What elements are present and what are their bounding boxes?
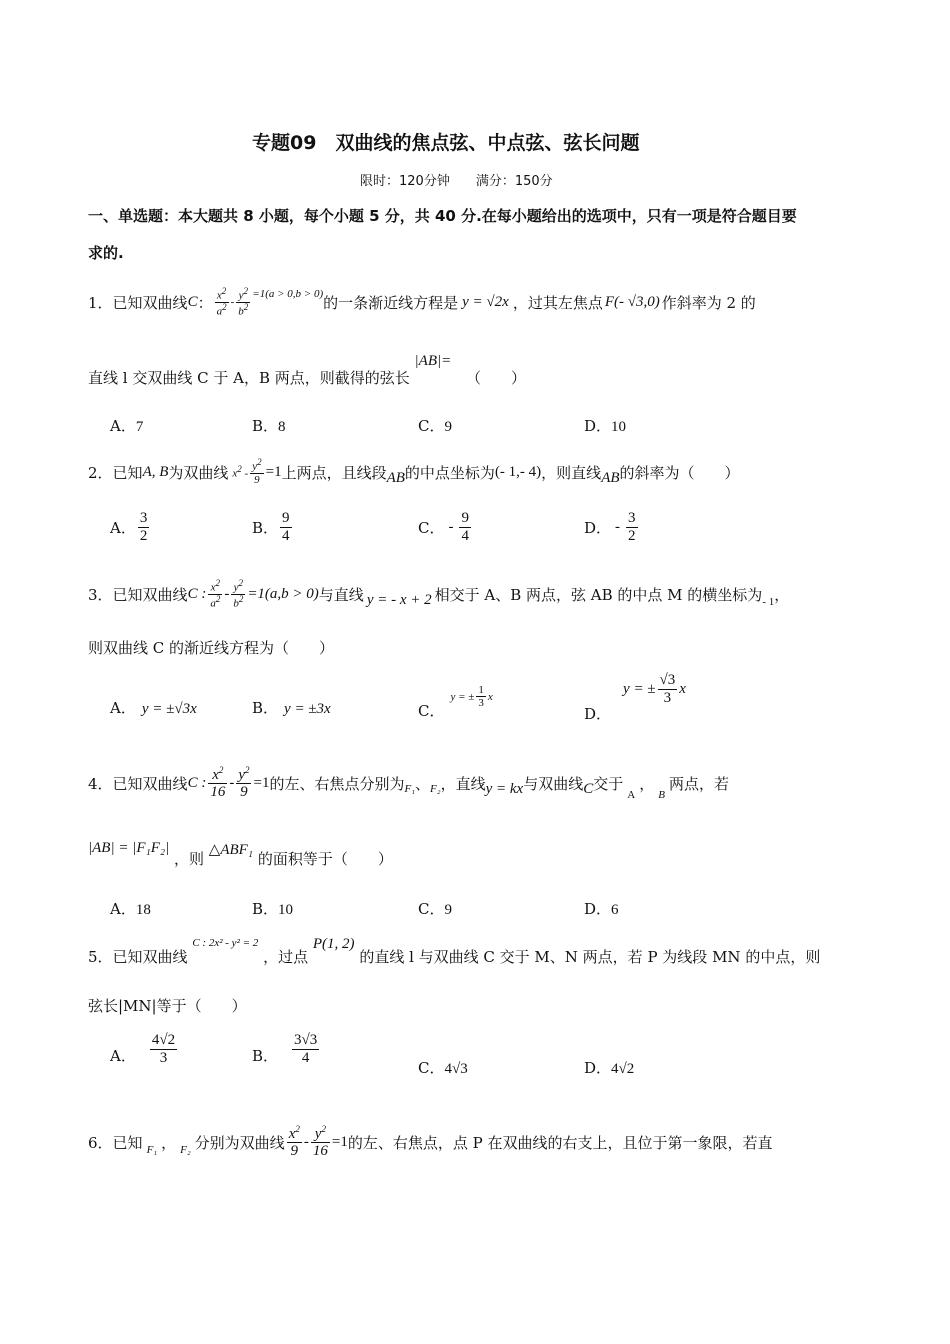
math-value: - 1: [762, 596, 775, 608]
math-line: y = kx: [485, 780, 524, 797]
question-5-line2: 弦长|MN|等于（ ）: [88, 997, 247, 1015]
option-c[interactable]: C．4√3: [418, 1059, 468, 1077]
question-text: （ ）: [466, 369, 527, 387]
math-x2: $x^2$ -: [232, 464, 249, 480]
question-text: ，则: [173, 850, 204, 868]
option-a[interactable]: A． y = ±√3x: [110, 699, 197, 717]
question-text: 的面积等于（ ）: [257, 850, 393, 868]
option-b[interactable]: B． y = ±3x: [252, 699, 331, 717]
option-a[interactable]: A． $\frac{3}{2}$: [110, 510, 148, 544]
math-equals: =1: [331, 1133, 348, 1150]
question-number: 3．: [88, 585, 113, 604]
math-equals: =1: [253, 774, 270, 791]
math-point-b: B: [658, 789, 665, 801]
question-text: 已知: [112, 463, 143, 482]
math-operator: -: [224, 585, 230, 602]
question-text: 交于: [593, 774, 624, 793]
math-segment: AB: [601, 469, 620, 486]
math-point-a: A: [627, 789, 636, 801]
question-text: 两点，若: [668, 774, 729, 793]
math-points: A, B: [142, 463, 169, 480]
math-fraction: $\frac{x^2}{9}$: [288, 1123, 300, 1159]
question-text: 已知双曲线: [112, 585, 188, 604]
question-5-line1: [88, 930, 820, 970]
question-number: 4．: [88, 774, 113, 793]
math-chord: |AB|=: [414, 353, 452, 369]
math-f1: F₁: [146, 1144, 158, 1156]
option-b[interactable]: B． $\frac{9}{4}$: [252, 510, 290, 544]
question-text: 已知双曲线: [112, 948, 188, 966]
page-subtitle: 限时：120分钟 满分：150分: [360, 174, 553, 189]
question-3-line2: 则双曲线 C 的渐近线方程为（ ）: [88, 639, 335, 657]
question-text: 已知: [112, 1133, 143, 1152]
option-a[interactable]: A．7: [110, 417, 144, 435]
math-triangle: △ABF₁: [208, 842, 254, 858]
question-text: ，过其左焦点: [512, 293, 603, 312]
math-midpoint: (- 1,- 4): [494, 463, 542, 480]
option-b[interactable]: B．10: [252, 900, 294, 918]
question-1-line2: [88, 345, 526, 385]
math-fraction: $\frac{y^2}{b^2}$: [238, 285, 249, 318]
math-operator: -: [303, 1133, 309, 1150]
question-text: ，则直线: [541, 463, 602, 482]
option-b[interactable]: B． $\frac{3√3}{4}$: [252, 1032, 318, 1066]
question-text: ，: [774, 585, 790, 604]
math-operator: -: [229, 774, 235, 791]
question-number: 5．: [88, 948, 113, 966]
option-d[interactable]: D． y = ± $\frac{√3}{3}$ x: [584, 672, 686, 723]
option-b[interactable]: B．8: [252, 417, 286, 435]
question-text: 分别为双曲线: [194, 1133, 285, 1152]
option-d[interactable]: D．4√2: [584, 1059, 635, 1077]
math-condition: =1(a > 0,b > 0): [252, 288, 324, 300]
math-f2: F₂: [430, 783, 441, 795]
math-point: P(1, 2): [312, 936, 355, 952]
math-asymptote: y = √2x: [462, 293, 509, 310]
question-number: 1．: [88, 293, 113, 312]
page-title: 专题09 双曲线的焦点弦、中点弦、弦长问题: [252, 132, 640, 154]
question-4-line1: [88, 758, 729, 808]
question-6-line1: [88, 1118, 772, 1166]
math-operator: -: [230, 296, 235, 308]
option-a[interactable]: A．18: [110, 900, 151, 918]
math-condition: =1(a,b > 0): [247, 585, 319, 602]
math-focus: F(- √3,0): [604, 293, 660, 310]
math-fraction: $\frac{x^2}{a^2}$: [216, 285, 227, 318]
option-c[interactable]: C． - $\frac{9}{4}$: [418, 510, 469, 544]
option-c[interactable]: C．9: [418, 900, 452, 918]
math-fraction: $\frac{y^2}{b^2}$: [233, 577, 244, 610]
question-3-line1: [88, 572, 789, 616]
math-variable: C: [187, 293, 198, 310]
question-text: ，过点: [263, 948, 309, 966]
question-text: 已知双曲线: [112, 293, 188, 312]
question-text: 为双曲线: [168, 463, 229, 482]
question-text: 与直线: [318, 585, 364, 604]
question-text: 与双曲线: [523, 774, 584, 793]
math-curve: C : 2x² - y² = 2: [192, 937, 259, 949]
option-d[interactable]: D．10: [584, 417, 627, 435]
math-fraction: $\frac{x^2}{16}$: [210, 764, 226, 800]
question-text: ，: [161, 1133, 177, 1152]
question-1-line1: [88, 282, 756, 322]
question-text: 的中点坐标为: [404, 463, 495, 482]
question-number: 2．: [88, 463, 113, 482]
question-text: 相交于 A、B 两点，弦 AB 的中点 M 的横坐标为: [434, 585, 763, 604]
question-text: 的左、右焦点，点 P 在双曲线的右支上，且位于第一象限，若直: [347, 1133, 773, 1152]
question-text: ，直线: [440, 774, 486, 793]
section-header-line2: 求的.: [88, 244, 124, 262]
question-text: ：: [197, 293, 213, 312]
option-a[interactable]: A． $\frac{4√2}{3}$: [110, 1032, 176, 1066]
question-text: 上两点，且线段: [281, 463, 387, 482]
option-d[interactable]: D．6: [584, 900, 619, 918]
section-header-line1: 一、单选题：本大题共 8 小题，每个小题 5 分，共 40 分.在每小题给出的选项中，只有一项是符合题目要: [88, 207, 797, 225]
option-c[interactable]: C． y = ± $\frac{1}{3}$ x: [418, 684, 493, 721]
question-number: 6．: [88, 1133, 113, 1152]
question-text: 的斜率为（ ）: [619, 463, 740, 482]
question-2-line1: [88, 452, 740, 492]
math-equals: =1: [265, 463, 282, 480]
option-c[interactable]: C．9: [418, 417, 452, 435]
math-f2: F₂: [180, 1144, 191, 1156]
option-d[interactable]: D． - $\frac{3}{2}$: [584, 510, 636, 544]
question-text: 的一条渐近线方程是: [323, 293, 459, 312]
math-condition: |AB| = |F₁F₂|: [88, 840, 170, 856]
math-curve-name: C :: [187, 774, 207, 791]
math-variable: C: [583, 780, 594, 797]
question-text: 作斜率为 2 的: [661, 293, 756, 312]
question-text: 的直线 l 与双曲线 C 交于 M、N 两点，若 P 为线段 MN 的中点，则: [359, 948, 821, 966]
math-line: y = - x + 2: [366, 591, 432, 608]
question-text: 已知双曲线: [112, 774, 188, 793]
question-text: 的左、右焦点分别为: [269, 774, 405, 793]
question-4-line2: [88, 832, 393, 872]
math-fraction: $\frac{y^2}{9}$: [252, 457, 262, 486]
question-text: 直线 l 交双曲线 C 于 A，B 两点，则截得的弦长: [88, 369, 410, 387]
math-fraction: $\frac{y^2}{9}$: [238, 764, 250, 800]
math-f1: F₁: [404, 783, 416, 795]
math-fraction: $\frac{x^2}{a^2}$: [210, 577, 221, 610]
math-fraction: $\frac{y^2}{16}$: [312, 1123, 328, 1159]
math-segment: AB: [386, 469, 405, 486]
question-text: ，: [639, 774, 655, 793]
question-text: 、: [415, 774, 431, 793]
math-curve-name: C :: [187, 585, 207, 602]
